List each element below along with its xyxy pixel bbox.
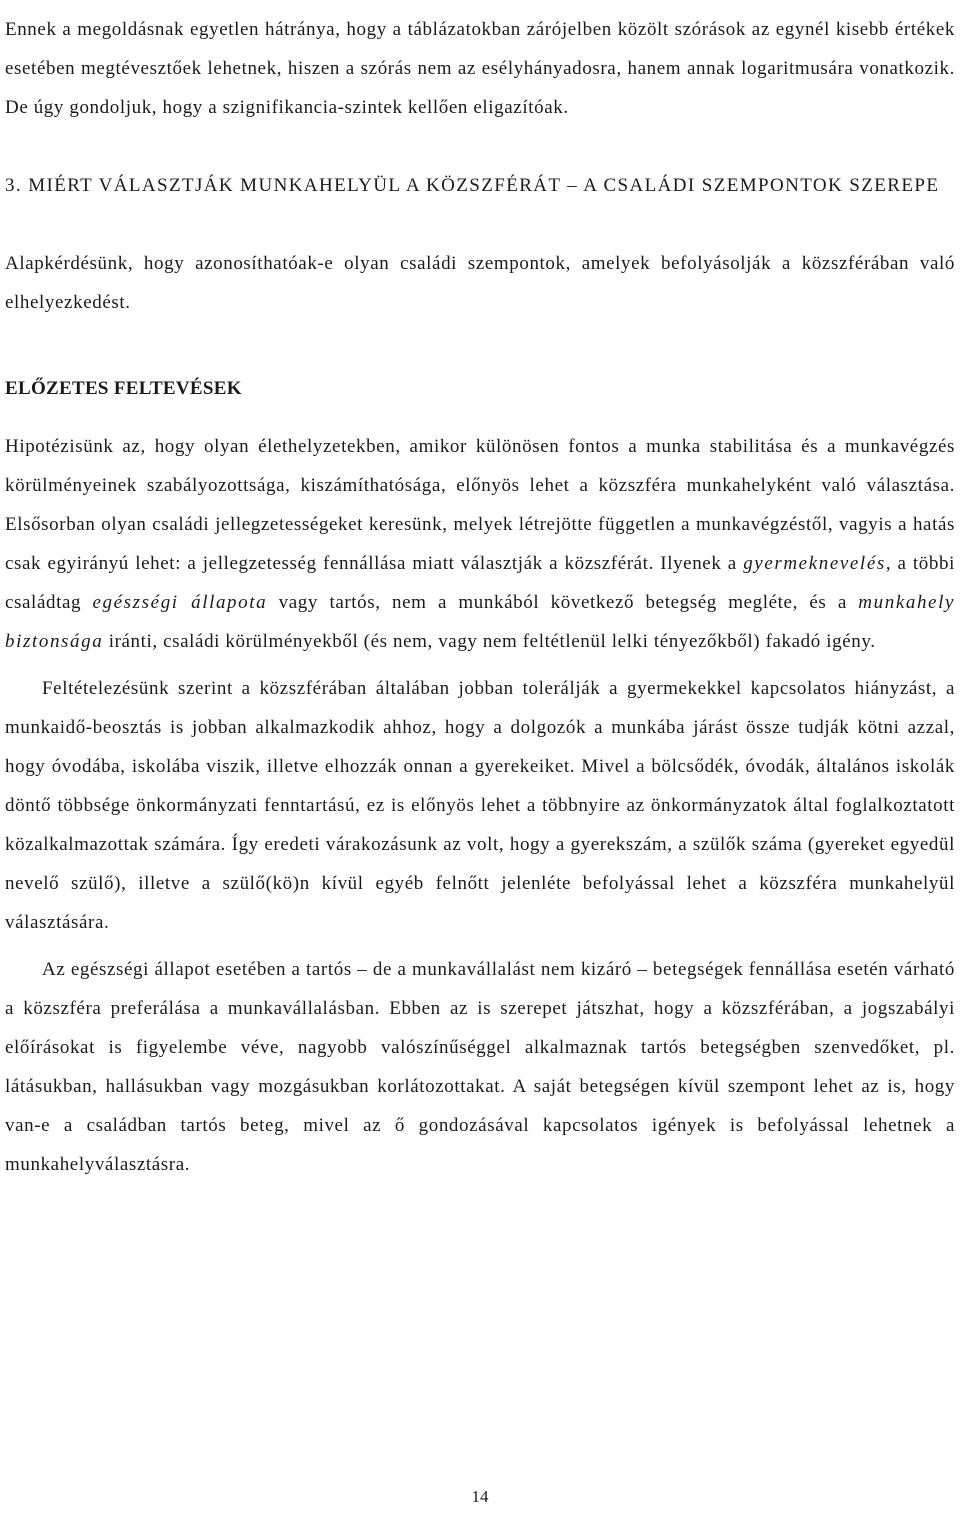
health-paragraph: Az egészségi állapot esetében a tartós – de a munkavállalást nem kizáró – betegségek fennállása esetén várható a közszféra preferálása a munkavállalásban. Ebben az is szerepet játszhat, hogy a közszférában, a jogszabályi előírásokat is figyelembe véve, nagyobb valószínűséggel alkalmaznak tartós betegségben szenvedőket, pl. látásukban, hallásukban vagy mozgásukban korlátozottakat. A saját betegségen kívül szempont lehet az is, hogy van-e a családban tartós beteg, mivel az ő gondozásával kapcsolatos igények is befolyással lehetnek a munkahelyválasztásra. [5,959,955,1175]
children-paragraph: Feltételezésünk szerint a közszférában általában jobban tolerálják a gyermekekkel kapcsolatos hiányzást, a munkaidő-beosztás is jobban alkalmazkodik ahhoz, hogy a dolgozók a munkába járást össze tudják kötni azzal, hogy óvodába, iskolába viszik, illetve elhozzák onnan a gyerekeiket. Mivel a bölcsődék, óvodák, általános iskolák döntő többsége önkormányzati fenntartású, ez is előnyös lehet a többnyire az önkormányzatok által foglalkoztatott közalkalmazottak számára. Így eredeti várakozásunk az volt, hogy a gyerekszám, a szülők száma (gyereket egyedül nevelő szülő), illetve a szülő(kö)n kívül egyéb felnőtt jelenléte befolyással lehet a közszféra munkahelyül választására. [5,678,955,933]
hypothesis-text-1: Hipotézisünk az, hogy olyan élethelyzetekben, amikor különösen fontos a munka stabilitása és a munkavégzés körülményeinek szabályozottsága, kiszámíthatósága, előnyös lehet a közszféra munkahelyként való választása. Elsősorban olyan családi jellegzetességeket keresünk, melyek létrejötte független a munkavégzéstől, vagyis a hatás csak egyirányú lehet: a jellegzetesség fennállása miatt választják a közszférát. Ilyenek a [5,436,955,574]
term-health-status: egészségi állapota [92,592,268,613]
hypothesis-paragraph [5,427,955,661]
section-heading: 3. MIÉRT VÁLASZTJÁK MUNKAHELYÜL A KÖZSZFÉRÁT – A CSALÁDI SZEMPONTOK SZEREPE [5,175,940,196]
document-page [5,0,955,1184]
intro-paragraph: Ennek a megoldásnak egyetlen hátránya, hogy a táblázatokban zárójelben közölt szórások az egynél kisebb értékek esetében megtévesztőek lehetnek, hiszen a szórás nem az esélyhányadosra, hanem annak logaritmusára vonatkozik. De úgy gondoljuk, hogy a szignifikancia-szintek kellően eligazítóak. [5,19,955,118]
sub-heading: ELŐZETES FELTEVÉSEK [5,378,242,399]
page-number: 14 [471,1487,489,1506]
term-job-security: munkahely biztonsága [5,592,955,652]
hypothesis-text-3: vagy tartós, nem a munkából következő betegség megléte, és a [267,592,859,613]
term-child-rearing: gyermeknevelés [743,553,886,574]
hypothesis-text-4: iránti, családi körülményekből (és nem, vagy nem feltétlenül lelki tényezőkből) fakadó igény. [103,631,876,652]
research-question-paragraph: Alapkérdésünk, hogy azonosíthatóak-e olyan családi szempontok, amelyek befolyásolják a közszférában való elhelyezkedést. [5,253,955,313]
hypothesis-text-2: , a többi családtag [5,553,955,613]
